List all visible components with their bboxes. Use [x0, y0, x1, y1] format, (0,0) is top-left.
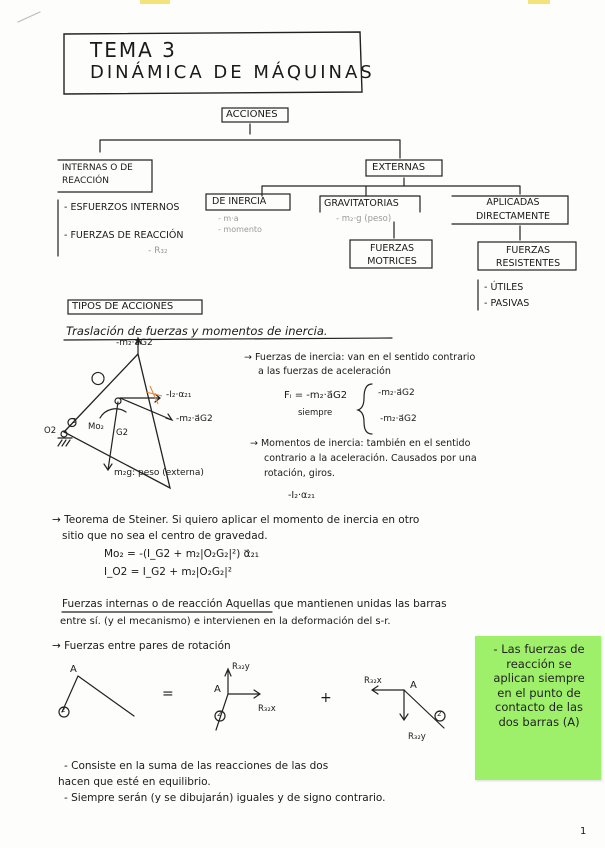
fig-plus: + — [320, 690, 332, 706]
fig-label-g2: G2 — [116, 428, 128, 438]
note-5: rotación, giros. — [264, 468, 335, 479]
steiner-2: sitio que no sea el centro de gravedad. — [62, 530, 268, 542]
tree-motrices: FUERZAS MOTRICES — [367, 243, 417, 267]
tree-externas: EXTERNAS — [372, 162, 426, 173]
sticky-note-text: - Las fuerzas de reacción se aplican siempre en el punto de contacto de las dos barras (A) — [493, 642, 585, 729]
title-line-1: TEMA 3 — [90, 38, 177, 62]
note-2: a las fuerzas de aceleración — [258, 366, 391, 377]
fuerzas-int-line2: entre sí. (y el mecanismo) e intervienen en la deformación del s-r. — [60, 616, 391, 627]
title-line-2: DINÁMICA DE MÁQUINAS — [90, 62, 375, 83]
fig-a3: A — [410, 680, 417, 691]
steiner-4: I_O2 = I_G2 + m₂|O₂G₂|² — [104, 566, 232, 578]
fig-r32x: R₃₂x — [258, 704, 276, 714]
fig-r32x-b: R₃₂x — [364, 676, 382, 686]
note-3: → Momentos de inercia: también en el sentido — [250, 438, 471, 449]
tree-gravitatorias: GRAVITATORIAS — [324, 198, 399, 209]
fig-label-i2: -I₂·α₂₁ — [166, 390, 192, 400]
fuerzas-int-title: Fuerzas internas o de reacción — [62, 598, 223, 610]
note-6: -I₂·α₂₁ — [288, 490, 315, 501]
note-1: → Fuerzas de inercia: van en el sentido contrario — [244, 352, 476, 363]
inercia-note-2: - momento — [218, 225, 262, 234]
fig-a1: A — [70, 664, 77, 675]
internas-note: - R₃₂ — [148, 246, 168, 256]
fuerzas-int-rest: Aquellas que mantienen unidas las barras — [222, 598, 447, 610]
fig-label-top: -m₂·a⃗G2 — [116, 338, 153, 348]
note-brace-2: -m₂·a⃗G2 — [380, 414, 417, 424]
resistentes-item-2: - PASIVAS — [484, 298, 530, 309]
fig-r32y: R₃₂y — [232, 662, 250, 672]
steiner-3: Mo₂ = -(I_G2 + m₂|O₂G₂|²) α⃗₂₁ — [104, 548, 260, 560]
fig-label-o2: O2 — [44, 426, 57, 436]
sticky-note — [475, 636, 601, 780]
fig-eq: = — [162, 686, 174, 702]
page-number: 1 — [580, 826, 587, 837]
tree-inercia: DE INERCIA — [212, 196, 267, 207]
tree-resistentes: FUERZAS RESISTENTES — [495, 245, 561, 269]
fig-label-right: -m₂·a⃗G2 — [176, 414, 213, 424]
tree-root: ACCIONES — [226, 109, 278, 120]
fig-label-peso: m₂g: peso (externa) — [114, 468, 204, 478]
resistentes-item-1: - ÚTILES — [484, 282, 524, 293]
fig-r32y-b: R₃₂y — [408, 732, 426, 742]
fig-label-link: 2 — [72, 417, 77, 425]
inercia-note-1: - m·a — [218, 214, 239, 223]
fig-link-a: 2 — [61, 706, 66, 714]
fig-link-c: 2 — [437, 710, 442, 718]
tree-aplicadas: APLICADAS DIRECTAMENTE — [475, 197, 551, 222]
tree-internas: INTERNAS O DE REACCIÓN — [62, 163, 133, 186]
tipos-heading: TIPOS DE ACCIONES — [72, 301, 174, 312]
fuerzas-pares: → Fuerzas entre pares de rotación — [52, 640, 231, 652]
fig-a2: A — [214, 684, 221, 695]
internas-item-2: - FUERZAS DE REACCIÓN — [64, 230, 184, 241]
note-formula: Fᵢ = -m₂·a⃗G2 — [284, 390, 348, 401]
bullet-2: hacen que esté en equilibrio. — [58, 776, 211, 788]
note-brace-1: -m₂·a⃗G2 — [378, 388, 415, 398]
bullet-1: - Consiste en la suma de las reacciones de las dos — [64, 760, 329, 772]
steiner-1: → Teorema de Steiner. Si quiero aplicar el momento de inercia en otro — [52, 514, 420, 526]
note-4: contrario a la aceleración. Causados por una — [264, 453, 477, 464]
bullet-3: - Siempre serán (y se dibujarán) iguales y de signo contrario. — [64, 792, 386, 804]
note-siempre: siempre — [298, 408, 333, 418]
fuerzas-int-heading — [62, 598, 447, 610]
fig-label-mo2: Mo₂ — [88, 422, 104, 432]
traslacion-heading: Traslación de fuerzas y momentos de inercia. — [66, 324, 328, 338]
gravitatorias-note: - m₂·g (peso) — [336, 214, 392, 224]
fig-link-b: 2 — [217, 710, 222, 718]
internas-item-1: - ESFUERZOS INTERNOS — [64, 202, 180, 213]
